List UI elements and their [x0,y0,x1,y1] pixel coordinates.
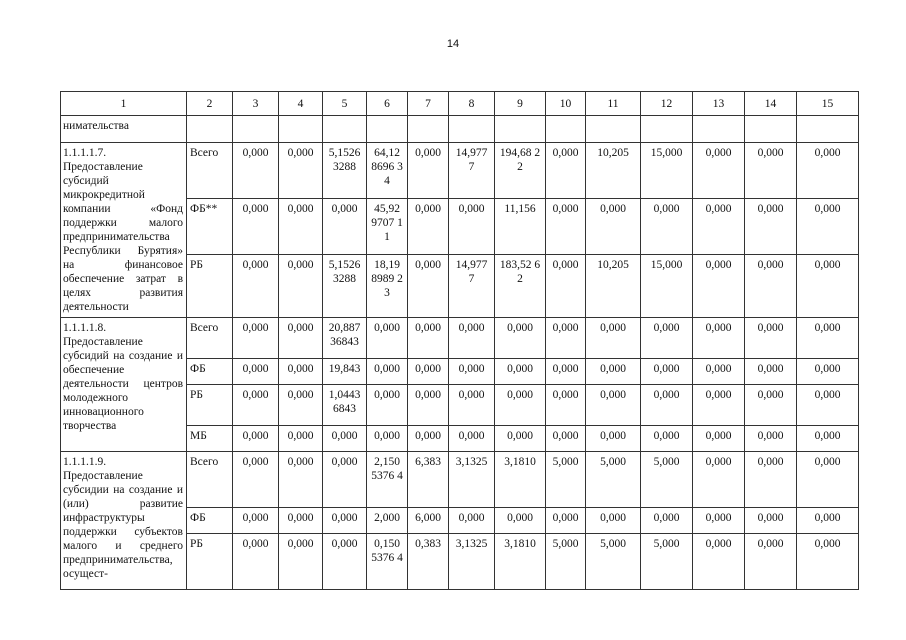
empty-cell [408,116,449,143]
value-cell: 0,000 [279,199,323,255]
header-row [61,92,859,116]
value-cell: 0,000 [586,385,641,426]
funding-source: Всего [187,143,233,199]
value-cell: 0,000 [586,318,641,359]
value-cell: 0,000 [367,426,408,452]
value-cell: 19,843 [323,359,367,385]
value-cell: 0,000 [279,143,323,199]
value-cell: 0,000 [323,426,367,452]
value-cell: 0,000 [745,426,797,452]
value-cell: 10,205 [586,255,641,318]
table-row [61,143,859,199]
value-cell: 0,000 [546,318,586,359]
value-cell: 0,000 [586,359,641,385]
funding-source: РБ [187,385,233,426]
value-cell: 5,1526 3288 [323,255,367,318]
header-cell: 15 [797,92,859,116]
empty-cell [693,116,745,143]
empty-cell [745,116,797,143]
value-cell: 0,000 [408,359,449,385]
value-cell: 0,000 [233,452,279,508]
value-cell: 45,92 9707 11 [367,199,408,255]
header-cell: 11 [586,92,641,116]
value-cell: 0,000 [693,359,745,385]
value-cell: 0,000 [797,255,859,318]
value-cell: 0,000 [495,359,546,385]
value-cell: 0,000 [586,199,641,255]
value-cell: 0,000 [233,199,279,255]
empty-cell [233,116,279,143]
value-cell: 0,000 [449,318,495,359]
value-cell: 3,1810 [495,452,546,508]
value-cell: 0,000 [745,359,797,385]
value-cell: 0,000 [546,508,586,534]
value-cell: 0,000 [495,385,546,426]
value-cell: 0,000 [586,508,641,534]
funding-source: Всего [187,318,233,359]
value-cell: 0,000 [449,359,495,385]
value-cell: 0,000 [233,143,279,199]
value-cell: 18,19 8989 23 [367,255,408,318]
value-cell: 0,000 [233,508,279,534]
empty-cell [586,116,641,143]
value-cell: 5,000 [586,534,641,590]
budget-table [60,91,859,590]
header-cell: 1 [61,92,187,116]
value-cell: 6,383 [408,452,449,508]
measure-description: 1.1.1.1.9. Предоставление субсидии на создание и (или) развитие инфраструктуры поддержки субъектов малого и среднего предпринимательства, осущест- [61,452,187,590]
value-cell: 0,000 [323,508,367,534]
value-cell: 0,000 [745,199,797,255]
value-cell: 0,000 [408,385,449,426]
value-cell: 0,000 [367,385,408,426]
value-cell: 0,000 [797,426,859,452]
value-cell: 0,000 [449,385,495,426]
value-cell: 0,000 [408,255,449,318]
value-cell: 0,000 [797,452,859,508]
header-cell: 12 [641,92,693,116]
empty-cell [449,116,495,143]
value-cell: 0,000 [797,534,859,590]
empty-cell [323,116,367,143]
funding-source: РБ [187,255,233,318]
value-cell: 0,000 [323,199,367,255]
funding-source: ФБ [187,508,233,534]
value-cell: 0,000 [279,534,323,590]
value-cell: 0,000 [797,508,859,534]
value-cell: 0,000 [546,359,586,385]
value-cell: 0,000 [323,534,367,590]
value-cell: 0,000 [408,426,449,452]
value-cell: 10,205 [586,143,641,199]
value-cell: 0,000 [641,199,693,255]
empty-cell [279,116,323,143]
continuation-row [61,116,859,143]
value-cell: 0,000 [641,318,693,359]
header-cell: 6 [367,92,408,116]
value-cell: 5,000 [641,452,693,508]
value-cell: 0,000 [546,426,586,452]
header-cell: 7 [408,92,449,116]
value-cell: 0,000 [367,359,408,385]
table-row [61,452,859,508]
value-cell: 183,52 62 [495,255,546,318]
header-cell: 4 [279,92,323,116]
measure-description: 1.1.1.1.7. Предоставление субсидий микрокредитной компании «Фонд поддержки малого предпринимательства Республики Бурятия» на финансовое обеспечение затрат в целях развития деятельности [61,143,187,318]
funding-source: РБ [187,534,233,590]
value-cell: 0,000 [495,318,546,359]
empty-cell [187,116,233,143]
value-cell: 0,000 [546,255,586,318]
funding-source: ФБ [187,359,233,385]
measure-description: 1.1.1.1.8. Предоставление субсидий на создание и обеспечение деятельности центров молодежного инновационного творчества [61,318,187,452]
header-cell: 9 [495,92,546,116]
value-cell: 0,000 [495,426,546,452]
funding-source: Всего [187,452,233,508]
value-cell: 0,000 [693,452,745,508]
value-cell: 0,000 [367,318,408,359]
value-cell: 0,000 [745,534,797,590]
value-cell: 0,000 [279,385,323,426]
value-cell: 11,156 [495,199,546,255]
value-cell: 20,887 36843 [323,318,367,359]
empty-cell [367,116,408,143]
value-cell: 0,000 [279,359,323,385]
value-cell: 0,000 [693,426,745,452]
value-cell: 1,0443 6843 [323,385,367,426]
value-cell: 0,000 [745,508,797,534]
value-cell: 0,000 [546,385,586,426]
value-cell: 0,000 [586,426,641,452]
value-cell: 0,000 [745,255,797,318]
value-cell: 0,000 [745,452,797,508]
header-cell: 8 [449,92,495,116]
value-cell: 0,000 [797,359,859,385]
value-cell: 2,150 5376 4 [367,452,408,508]
value-cell: 0,150 5376 4 [367,534,408,590]
value-cell: 0,000 [693,318,745,359]
value-cell: 0,000 [408,143,449,199]
value-cell: 0,000 [641,385,693,426]
value-cell: 0,000 [323,452,367,508]
value-cell: 0,000 [233,534,279,590]
value-cell: 0,000 [693,534,745,590]
value-cell: 0,000 [797,318,859,359]
value-cell: 0,000 [693,508,745,534]
funding-source: ФБ** [187,199,233,255]
table-row [61,318,859,359]
value-cell: 0,000 [797,199,859,255]
value-cell: 3,1325 [449,534,495,590]
value-cell: 2,000 [367,508,408,534]
value-cell: 0,000 [408,318,449,359]
value-cell: 0,000 [495,508,546,534]
value-cell: 0,000 [279,255,323,318]
value-cell: 0,000 [233,426,279,452]
value-cell: 0,000 [449,508,495,534]
header-cell: 2 [187,92,233,116]
value-cell: 0,000 [279,318,323,359]
value-cell: 64,12 8696 34 [367,143,408,199]
value-cell: 0,000 [797,385,859,426]
value-cell: 5,000 [546,452,586,508]
value-cell: 0,000 [641,359,693,385]
value-cell: 0,000 [279,452,323,508]
value-cell: 0,000 [279,426,323,452]
value-cell: 0,000 [408,199,449,255]
value-cell: 0,000 [546,143,586,199]
header-cell: 13 [693,92,745,116]
continuation-label: нимательства [61,116,187,143]
value-cell: 0,000 [693,385,745,426]
value-cell: 0,000 [745,385,797,426]
value-cell: 0,000 [693,199,745,255]
value-cell: 0,000 [693,255,745,318]
value-cell: 0,000 [745,143,797,199]
header-cell: 5 [323,92,367,116]
value-cell: 0,000 [233,385,279,426]
value-cell: 14,977 7 [449,255,495,318]
value-cell: 0,000 [233,318,279,359]
value-cell: 0,383 [408,534,449,590]
value-cell: 0,000 [449,426,495,452]
funding-source: МБ [187,426,233,452]
header-cell: 3 [233,92,279,116]
header-cell: 10 [546,92,586,116]
value-cell: 0,000 [693,143,745,199]
value-cell: 15,000 [641,255,693,318]
value-cell: 3,1325 [449,452,495,508]
value-cell: 0,000 [449,199,495,255]
value-cell: 3,1810 [495,534,546,590]
header-cell: 14 [745,92,797,116]
value-cell: 0,000 [279,508,323,534]
value-cell: 0,000 [641,508,693,534]
value-cell: 5,1526 3288 [323,143,367,199]
value-cell: 14,977 7 [449,143,495,199]
value-cell: 0,000 [745,318,797,359]
empty-cell [495,116,546,143]
value-cell: 194,68 22 [495,143,546,199]
value-cell: 0,000 [641,426,693,452]
page-number: 14 [446,38,460,50]
value-cell: 15,000 [641,143,693,199]
empty-cell [546,116,586,143]
value-cell: 6,000 [408,508,449,534]
empty-cell [641,116,693,143]
value-cell: 0,000 [546,199,586,255]
value-cell: 5,000 [586,452,641,508]
empty-cell [797,116,859,143]
value-cell: 5,000 [641,534,693,590]
value-cell: 0,000 [233,359,279,385]
value-cell: 0,000 [233,255,279,318]
value-cell: 0,000 [797,143,859,199]
value-cell: 5,000 [546,534,586,590]
